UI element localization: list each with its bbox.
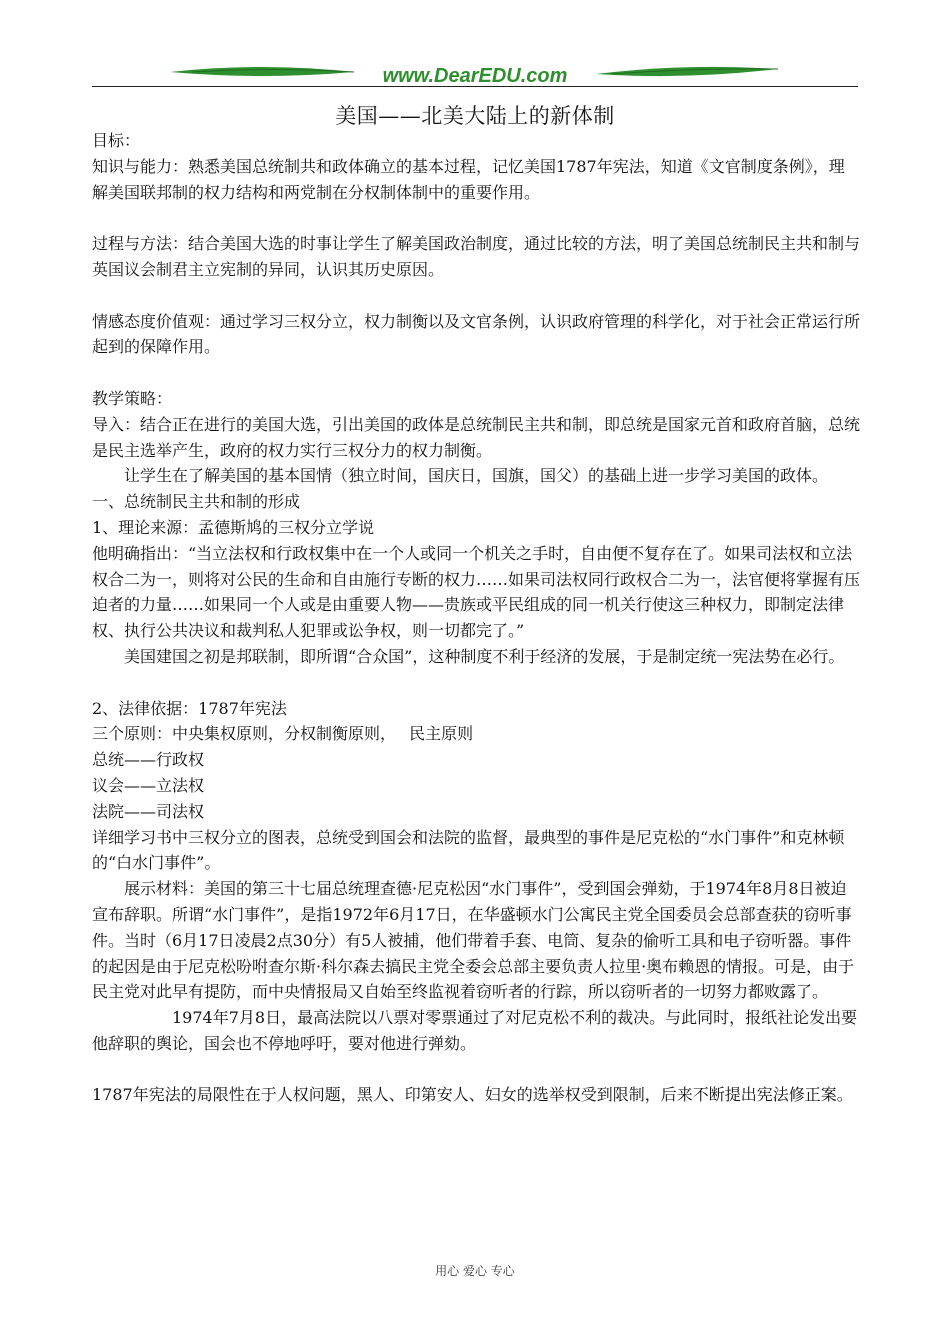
montesquieu-quote: 他明确指出：“当立法权和行政权集中在一个人或同一个机关之手时，自由便不复存在了。如果司法权和立法权合二为一，则将对公民的生命和自由施行专断的权力……如果司法权同行政权合二为一，法官便将掌握有压迫者的力量……如果同一个人或是由重要人物——贵族或平民组成的同一机关行使这三种权力，即制定法律权、执行公共决议和裁判私人犯罪或讼争权，则一切都完了。” — [92, 543, 861, 641]
strategy-heading: 教学策略： — [92, 388, 173, 408]
subheading-theory: 1、理论来源：孟德斯鸠的三权分立学说 — [92, 517, 375, 537]
section-heading-1: 一、总统制民主共和制的形成 — [92, 492, 301, 512]
supreme-court-paragraph: 1974年7月8日，最高法院以八票对零票通过了对尼克松不利的裁决。与此同时，报纸社论发出要他辞职的舆论，国会也不停地呼吁，要对他进行弹劾。 — [92, 1008, 858, 1053]
constitution-limits-paragraph: 1787年宪法的局限性在于人权问题，黑人、印第安人、妇女的选举权受到限制，后来不断提出宪法修正案。 — [92, 1085, 853, 1105]
watergate-material-paragraph: 展示材料：美国的第三十七届总统理查德·尼克松因“水门事件”，受到国会弹劾，于1974年8月8日被迫宣布辞职。所谓“水门事件”，是指1972年6月17日，在华盛顿水门公寓民主党全国委员会总部查获的窃听事件。当时（6月17日凌晨2点30分）有5人被捕，他们带着手套、电筒、复杂的偷听工具和电子窃听器。事件的起因是由于尼克松吩咐查尔斯·科尔森去搞民主党全委会总部主要负责人拉里·奥布赖恩的情报。可是，由于民主党对此早有提防，而中央情报局又自始至终监视着窃听者的行踪，所以窃听者的一切努力都败露了。 — [92, 879, 855, 1002]
subheading-law: 2、法律依据：1787年宪法 — [92, 698, 287, 718]
intro-paragraph: 导入：结合正在进行的美国大选，引出美国的政体是总统制民主共和制，即总统是国家元首和政府首脑，总统是民主选举产生，政府的权力实行三权分力的权力制衡。 — [92, 414, 861, 460]
page-footer: 用心 爱心 专心 — [435, 1264, 515, 1278]
principles-line: 三个原则：中央集权原则，分权制衡原则， 民主原则 — [92, 724, 474, 744]
national-info-paragraph: 让学生在了解美国的基本国情（独立时间，国庆日，国旗，国父）的基础上进一步学习美国的政体。 — [124, 466, 829, 486]
process-paragraph: 过程与方法：结合美国大选的时事让学生了解美国政治制度，通过比较的方法，明了美国总统制民主共和制与英国议会制君主立宪制的异同，认识其历史原因。 — [92, 234, 861, 279]
court-line: 法院——司法权 — [92, 801, 205, 821]
values-paragraph: 情感态度价值观：通过学习三权分立，权力制衡以及文官条例，认识政府管理的科学化，对于社会正常运行所起到的保障作用。 — [92, 311, 861, 357]
knowledge-paragraph: 知识与能力：熟悉美国总统制共和政体确立的基本过程，记忆美国1787年宪法，知道《文官制度条例》，理解美国联邦制的权力结构和两党制在分权制体制中的重要作用。 — [92, 156, 845, 202]
confederation-paragraph: 美国建国之初是邦联制，即所谓“合众国”，这种制度不利于经济的发展，于是制定统一宪法势在必行。 — [124, 646, 845, 666]
logo-text: www.DearEDU.com — [382, 65, 568, 87]
header-logo-banner — [92, 60, 858, 92]
page-title: 美国——北美大陆上的新体制 — [335, 104, 615, 128]
chart-study-paragraph: 详细学习书中三权分立的图表，总统受到国会和法院的监督，最典型的事件是尼克松的“水门事件”和克林顿的“白水门事件”。 — [92, 827, 845, 873]
congress-line: 议会——立法权 — [92, 775, 205, 795]
document-body — [92, 128, 860, 1108]
header-rule — [92, 86, 858, 87]
goal-heading: 目标： — [92, 131, 141, 150]
president-line: 总统——行政权 — [92, 750, 205, 770]
leaf-swoosh-logo-icon — [92, 60, 858, 92]
